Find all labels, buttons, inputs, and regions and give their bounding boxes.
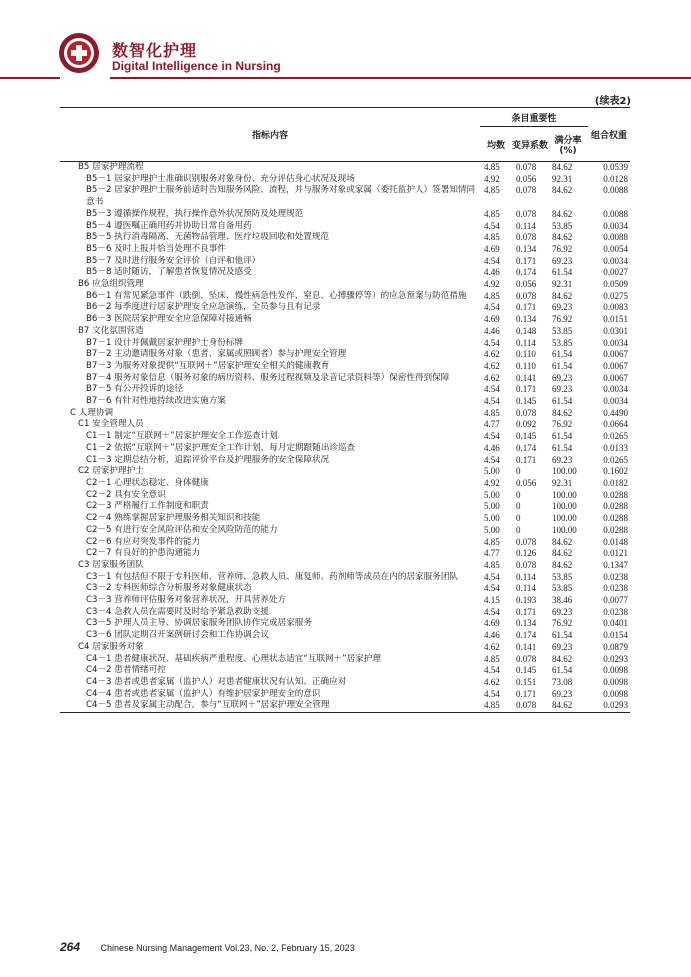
table-row: [60, 665, 630, 677]
table-row: [60, 642, 630, 654]
row-weight: 0.1347: [603, 559, 629, 570]
table-row: [60, 384, 630, 396]
row-cv: 0: [516, 489, 521, 500]
table-row: [60, 700, 630, 712]
table-row: [60, 572, 630, 584]
row-cv: 0.174: [516, 630, 537, 641]
continued-label: (续表2): [594, 96, 631, 107]
row-full-score: 100.00: [552, 524, 577, 535]
header-cv: 变异系数: [512, 127, 548, 162]
row-weight: 0.0098: [603, 676, 629, 687]
page-number: 264: [60, 940, 81, 954]
row-cv: 0.171: [516, 302, 537, 313]
row-full-score: 53.85: [552, 583, 573, 594]
row-indicator: C4－5 患者及家属主动配合，参与“互联网＋”居家护理安全管理: [60, 700, 480, 712]
row-indicator: C2 居家护理护士: [78, 466, 144, 477]
row-indicator: C4－3 患者或患者家属（监护人）对患者健康状况有认知、正确应对: [86, 676, 347, 687]
row-weight: 0.0077: [603, 595, 629, 606]
row-weight: 0.0034: [603, 255, 629, 266]
row-weight: 0.0133: [603, 442, 629, 453]
table-row: [60, 560, 630, 572]
row-indicator: C4－2 患者情绪可控: [86, 665, 166, 676]
row-cv: 0.174: [516, 267, 537, 278]
row-weight: 0.0288: [603, 489, 629, 500]
row-indicator: B6－1 有常见紧急事件（跌倒、坠床、慢性病急性发作、窒息、心搏骤停等）的应急预案与防范措施: [86, 290, 467, 301]
table-row: [60, 419, 630, 431]
row-indicator: B6 应急组织管理: [78, 279, 144, 290]
row-full-score: 100.00: [552, 513, 577, 524]
row-weight: 0.0301: [603, 325, 629, 336]
row-indicator: C3－2 专科医师综合分析服务对象健康状态: [86, 583, 252, 594]
row-weight: 0.0275: [603, 290, 629, 301]
row-mean: 4.92: [484, 477, 500, 488]
row-indicator: B5－7 及时进行服务安全评价（自评和他评）: [86, 255, 261, 266]
table-row: [60, 689, 630, 701]
row-indicator: B5－3 遵循操作规程，执行操作意外状况预防及处理规范: [86, 208, 304, 219]
row-weight: 0.0088: [603, 185, 629, 196]
row-weight: 0.0067: [603, 372, 629, 383]
row-cv: 0.114: [516, 583, 536, 594]
table-row: [60, 408, 630, 420]
row-mean: 4.54: [484, 396, 500, 407]
row-weight: 0.0088: [603, 208, 629, 219]
header-rule-left: [0, 77, 60, 79]
row-full-score: 100.00: [552, 466, 577, 477]
row-cv: 0: [516, 524, 521, 535]
journal-citation: Chinese Nursing Management Vol.23, No. 2, February 15, 2023: [100, 943, 355, 953]
row-full-score: 61.54: [552, 431, 573, 442]
row-weight: 0.0128: [603, 173, 629, 184]
row-cv: 0.141: [516, 641, 537, 652]
row-indicator: C2－2 具有安全意识: [86, 489, 166, 500]
table-row: [60, 525, 630, 537]
journal-title-en: Digital Intelligence in Nursing: [112, 59, 281, 73]
row-indicator: C4－1 患者健康状况、基础疾病严重程度、心理状态适宜“互联网＋”居家护理: [86, 653, 381, 664]
row-full-score: 84.62: [552, 185, 573, 196]
table-row: [60, 209, 630, 221]
row-mean: 4.85: [484, 208, 500, 219]
row-cv: 0.134: [516, 618, 537, 629]
row-cv: 0.078: [516, 162, 537, 172]
row-full-score: 76.92: [552, 419, 573, 430]
row-full-score: 61.54: [552, 442, 573, 453]
row-indicator: B7－5 有公开投诉的途径: [86, 384, 183, 395]
row-full-score: 69.23: [552, 688, 573, 699]
table-row: [60, 677, 630, 689]
indicator-table: [60, 107, 630, 713]
header-indicator: 指标内容: [60, 108, 480, 162]
row-cv: 0.078: [516, 232, 537, 243]
row-cv: 0.171: [516, 454, 537, 465]
row-full-score: 53.85: [552, 220, 573, 231]
row-cv: 0.078: [516, 536, 537, 547]
row-mean: 4.85: [484, 559, 500, 570]
row-full-score: 84.62: [552, 548, 573, 559]
row-weight: 0.0664: [603, 419, 629, 430]
row-full-score: 92.31: [552, 477, 573, 488]
table-row: [60, 291, 630, 303]
row-full-score: 69.23: [552, 372, 573, 383]
table-row: [60, 221, 630, 233]
row-mean: 4.15: [484, 595, 500, 606]
row-weight: 0.0034: [603, 396, 629, 407]
row-indicator: C 人理协调: [70, 407, 114, 418]
row-indicator: B7 文化氛围营造: [78, 325, 144, 336]
row-cv: 0.056: [516, 477, 537, 488]
row-cv: 0.145: [516, 665, 537, 676]
row-indicator: B5－1 居家护理护士准确识别服务对象身份、充分评估身心状况及现场: [86, 173, 355, 184]
row-weight: 0.0054: [603, 243, 629, 254]
row-weight: 0.0151: [603, 314, 629, 325]
row-cv: 0.056: [516, 173, 537, 184]
row-weight: 0.0879: [603, 641, 629, 652]
row-full-score: 84.62: [552, 653, 573, 664]
row-cv: 0.092: [516, 419, 537, 430]
row-full-score: 61.54: [552, 630, 573, 641]
row-full-score: 69.23: [552, 641, 573, 652]
row-indicator: C3－3 营养师评估服务对象营养状况，开具营养处方: [86, 595, 287, 606]
row-indicator: C1 安全管理人员: [78, 419, 144, 430]
table-row: [60, 478, 630, 490]
row-indicator: C2－3 严格履行工作制度和职责: [86, 501, 209, 512]
row-indicator: C2－7 有良好的护患沟通能力: [86, 548, 201, 559]
row-cv: 0.145: [516, 396, 537, 407]
row-full-score: 53.85: [552, 337, 573, 348]
row-mean: 4.46: [484, 267, 500, 278]
row-mean: 4.85: [484, 407, 500, 418]
row-indicator: B7－4 服务对象信息（服务对象的病历资料、服务过程视频及录音记录资料等）保密性得到保障: [86, 372, 450, 383]
row-cv: 0.110: [516, 360, 536, 371]
row-mean: 4.54: [484, 454, 500, 465]
row-full-score: 84.62: [552, 536, 573, 547]
row-mean: 4.54: [484, 688, 500, 699]
row-mean: 4.69: [484, 243, 500, 254]
row-full-score: 69.23: [552, 302, 573, 313]
row-full-score: 92.31: [552, 173, 573, 184]
row-mean: 4.92: [484, 279, 500, 290]
row-mean: 4.54: [484, 384, 500, 395]
row-weight: 0.0238: [603, 583, 629, 594]
row-full-score: 69.23: [552, 384, 573, 395]
row-full-score: 100.00: [552, 501, 577, 512]
row-full-score: 84.62: [552, 559, 573, 570]
table-row: [60, 338, 630, 350]
row-mean: 4.54: [484, 665, 500, 676]
row-full-score: 100.00: [552, 489, 577, 500]
row-indicator: C2－1 心理状态稳定、身体健康: [86, 477, 209, 488]
table-row: [60, 349, 630, 361]
row-cv: 0.078: [516, 653, 537, 664]
row-cv: 0.078: [516, 559, 537, 570]
row-mean: 4.54: [484, 583, 500, 594]
row-cv: 0.134: [516, 243, 537, 254]
row-full-score: 84.62: [552, 232, 573, 243]
row-mean: 5.00: [484, 466, 500, 477]
row-weight: 0.0238: [603, 571, 629, 582]
row-weight: 0.0265: [603, 454, 629, 465]
row-weight: 0.0034: [603, 220, 629, 231]
row-indicator: C1－2 依据“互联网＋”居家护理安全工作计划，每月定期跟随出诊巡查: [86, 442, 356, 453]
row-cv: 0.126: [516, 548, 537, 559]
row-weight: 0.0154: [603, 630, 629, 641]
row-weight: 0.0098: [603, 665, 629, 676]
row-cv: 0.171: [516, 384, 537, 395]
row-weight: 0.0027: [603, 267, 629, 278]
row-indicator: C3 居家服务团队: [78, 559, 144, 570]
table-row: [60, 466, 630, 478]
row-mean: 4.69: [484, 618, 500, 629]
row-indicator: C1－3 定期总结分析，追踪评价平台及护理服务的安全保障状况: [86, 454, 330, 465]
table-row: [60, 162, 630, 174]
row-mean: 4.92: [484, 173, 500, 184]
row-cv: 0.114: [516, 220, 536, 231]
row-mean: 4.85: [480, 700, 512, 712]
row-full-score: 53.85: [552, 571, 573, 582]
row-mean: 4.54: [484, 255, 500, 266]
row-indicator: C4 居家服务对象: [78, 641, 144, 652]
row-cv: 0.114: [516, 337, 536, 348]
row-weight: 0.0265: [603, 431, 629, 442]
row-mean: 5.00: [484, 489, 500, 500]
table-row: [60, 548, 630, 560]
row-weight: 0.0083: [603, 302, 629, 313]
table-row: [60, 607, 630, 619]
row-cv: 0.114: [516, 571, 536, 582]
row-cv: 0.134: [516, 314, 537, 325]
row-cv: 0.171: [516, 688, 537, 699]
row-cv: 0.145: [516, 431, 537, 442]
table-row: [60, 595, 630, 607]
row-full-score: 92.31: [552, 279, 573, 290]
row-indicator: B7－2 主动邀请服务对象（患者、家属或照顾者）参与护理安全管理: [86, 349, 347, 360]
row-mean: 4.69: [484, 314, 500, 325]
table-body: [60, 162, 630, 713]
row-weight: 0.0034: [603, 384, 629, 395]
row-mean: 4.77: [484, 419, 500, 430]
row-mean: 4.62: [484, 360, 500, 371]
row-indicator: B7－6 有针对性地持续改进实施方案: [86, 396, 226, 407]
row-mean: 4.85: [484, 185, 500, 196]
row-cv: 0.193: [516, 595, 537, 606]
row-indicator: B5－2 居家护理护士服务前适时告知服务风险、流程，并与服务对象或家属（委托监护人）签署知情同意书: [86, 185, 476, 208]
table-row: [60, 630, 630, 642]
row-weight: 0.0288: [603, 524, 629, 535]
row-full-score: 69.23: [552, 255, 573, 266]
row-full-score: 73.08: [552, 676, 573, 687]
row-full-score: 53.85: [552, 325, 573, 336]
row-cv: 0.078: [516, 185, 537, 196]
row-weight: 0.0293: [603, 653, 629, 664]
row-mean: 4.85: [484, 536, 500, 547]
row-weight: 0.1602: [603, 466, 629, 477]
row-indicator: C3－4 急救人员在需要时及时给予紧急救助支援: [86, 606, 269, 617]
row-full-score: 76.92: [552, 243, 573, 254]
row-indicator: C3－6 团队定期召开案例研讨会和工作协调会议: [86, 630, 269, 641]
table-row: [60, 513, 630, 525]
row-weight: 0.0182: [603, 477, 629, 488]
table-row: [60, 490, 630, 502]
row-cv: 0.078: [516, 407, 537, 418]
row-weight: 0.0238: [603, 606, 629, 617]
table-row: [60, 583, 630, 595]
row-weight: 0.0088: [603, 232, 629, 243]
row-cv: 0.078: [516, 290, 537, 301]
row-mean: 5.00: [484, 501, 500, 512]
row-indicator: B5－4 遵医嘱正确用药并协助日常自备用药: [86, 220, 252, 231]
row-weight: 0.0121: [603, 548, 629, 559]
row-mean: 4.54: [484, 606, 500, 617]
row-mean: 4.85: [484, 162, 500, 172]
row-cv: 0.078: [512, 700, 548, 712]
row-full-score: 69.23: [552, 606, 573, 617]
header-importance: 条目重要性: [480, 108, 588, 127]
row-full-score: 84.62: [552, 290, 573, 301]
row-cv: 0.078: [516, 208, 537, 219]
row-full-score: 61.54: [552, 267, 573, 278]
row-weight: 0.0067: [603, 360, 629, 371]
row-indicator: B7－3 为服务对象提供“互联网＋”居家护理安全相关的健康教育: [86, 360, 330, 371]
row-weight: 0.0288: [603, 501, 629, 512]
page-footer: [60, 940, 355, 954]
row-full-score: 76.92: [552, 618, 573, 629]
table-row: [60, 361, 630, 373]
row-mean: 4.77: [484, 548, 500, 559]
row-mean: 4.62: [484, 372, 500, 383]
header-rule: [110, 77, 691, 79]
table-row: [60, 326, 630, 338]
row-full-score: 84.62: [552, 407, 573, 418]
row-indicator: B5 居家护理流程: [78, 162, 144, 172]
row-weight: 0.4490: [603, 407, 629, 418]
row-full-score: 61.54: [552, 360, 573, 371]
row-cv: 0: [516, 466, 521, 477]
row-indicator: C3－5 护理人员主导、协调居家服务团队协作完成居家服务: [86, 618, 312, 629]
table-row: [60, 501, 630, 513]
row-full-score: 84.62: [552, 162, 573, 172]
table-row: [60, 431, 630, 443]
table-row: [60, 267, 630, 279]
row-full-score: 61.54: [552, 349, 573, 360]
table-row: [60, 618, 630, 630]
row-full-score: 76.92: [552, 314, 573, 325]
table-row: [60, 455, 630, 467]
row-weight: 0.0539: [603, 162, 629, 172]
row-indicator: C2－4 熟练掌握居家护理服务相关知识和技能: [86, 513, 261, 524]
table-row: [60, 244, 630, 256]
row-mean: 4.46: [484, 630, 500, 641]
row-mean: 4.46: [484, 325, 500, 336]
table-row: [60, 396, 630, 408]
table-row: [60, 174, 630, 186]
row-cv: 0.141: [516, 372, 537, 383]
row-indicator: C1－1 制定“互联网＋”居家护理安全工作巡查计划: [86, 431, 278, 442]
row-weight: 0.0098: [603, 688, 629, 699]
row-mean: 4.85: [484, 290, 500, 301]
row-cv: 0.171: [516, 255, 537, 266]
row-cv: 0.151: [516, 676, 537, 687]
row-mean: 4.54: [484, 431, 500, 442]
table-row: [60, 256, 630, 268]
row-full-score: 61.54: [552, 665, 573, 676]
header-full-score: 满分率(%): [548, 127, 588, 162]
journal-title-cn: 数智化护理: [112, 41, 198, 60]
row-weight: 0.0034: [603, 337, 629, 348]
row-mean: 4.85: [484, 232, 500, 243]
table-row: [60, 314, 630, 326]
row-cv: 0.171: [516, 606, 537, 617]
header-mean: 均数: [480, 127, 512, 162]
row-indicator: C2－5 有进行安全风险评估和安全风险防范的能力: [86, 524, 278, 535]
row-indicator: B6－3 医院居家护理安全应急保障对接通畅: [86, 314, 252, 325]
table-row: [60, 279, 630, 291]
row-indicator: B6－2 每季度进行居家护理安全应急演练，全员参与且有记录: [86, 302, 321, 313]
table-row: [60, 185, 630, 208]
row-full-score: 84.62: [552, 208, 573, 219]
row-full-score: 38.46: [552, 595, 573, 606]
row-indicator: B7－1 设计并佩戴居家护理护士身份标牌: [86, 337, 244, 348]
row-mean: 5.00: [484, 513, 500, 524]
page-header: [0, 0, 691, 82]
row-mean: 4.46: [484, 442, 500, 453]
table-row: [60, 443, 630, 455]
row-mean: 5.00: [484, 524, 500, 535]
table-row: [60, 232, 630, 244]
table-row: [60, 373, 630, 385]
row-mean: 4.62: [484, 641, 500, 652]
row-weight: 0.0401: [603, 618, 629, 629]
row-mean: 4.54: [484, 571, 500, 582]
row-cv: 0: [516, 513, 521, 524]
row-mean: 4.54: [484, 302, 500, 313]
journal-logo-icon: [58, 32, 100, 74]
row-indicator: C3－1 有包括但不限于专科医师、营养师、急救人员、康复师、药剂师等成员在内的居家服务团队: [86, 571, 459, 582]
row-full-score: 69.23: [552, 454, 573, 465]
row-weight: 0.0148: [603, 536, 629, 547]
row-mean: 4.85: [484, 653, 500, 664]
row-full-score: 61.54: [552, 396, 573, 407]
row-cv: 0: [516, 501, 521, 512]
table-row: [60, 302, 630, 314]
row-indicator: C4－4 患者或患者家属（监护人）有维护居家护理安全的意识: [86, 688, 321, 699]
row-mean: 4.62: [484, 349, 500, 360]
row-cv: 0.174: [516, 442, 537, 453]
row-indicator: B5－6 及时上报并恰当处理不良事件: [86, 243, 226, 254]
row-indicator: B5－5 执行消毒隔离、无菌物品管理、医疗垃圾回收和处置规范: [86, 232, 330, 243]
row-weight: 0.0293: [588, 700, 630, 712]
table-row: [60, 654, 630, 666]
row-indicator: C2－6 有应对突发事件的能力: [86, 536, 201, 547]
table-row: [60, 537, 630, 549]
row-cv: 0.056: [516, 279, 537, 290]
header-weight: 组合权重: [588, 108, 630, 162]
row-mean: 4.62: [484, 676, 500, 687]
row-mean: 4.54: [484, 220, 500, 231]
row-mean: 4.54: [484, 337, 500, 348]
row-weight: 0.0288: [603, 513, 629, 524]
row-cv: 0.148: [516, 325, 537, 336]
row-cv: 0.110: [516, 349, 536, 360]
row-weight: 0.0509: [603, 279, 629, 290]
row-indicator: B5－8 适时随访，了解患者恢复情况及感受: [86, 267, 252, 278]
row-full-score: 84.62: [548, 700, 588, 712]
row-weight: 0.0067: [603, 349, 629, 360]
